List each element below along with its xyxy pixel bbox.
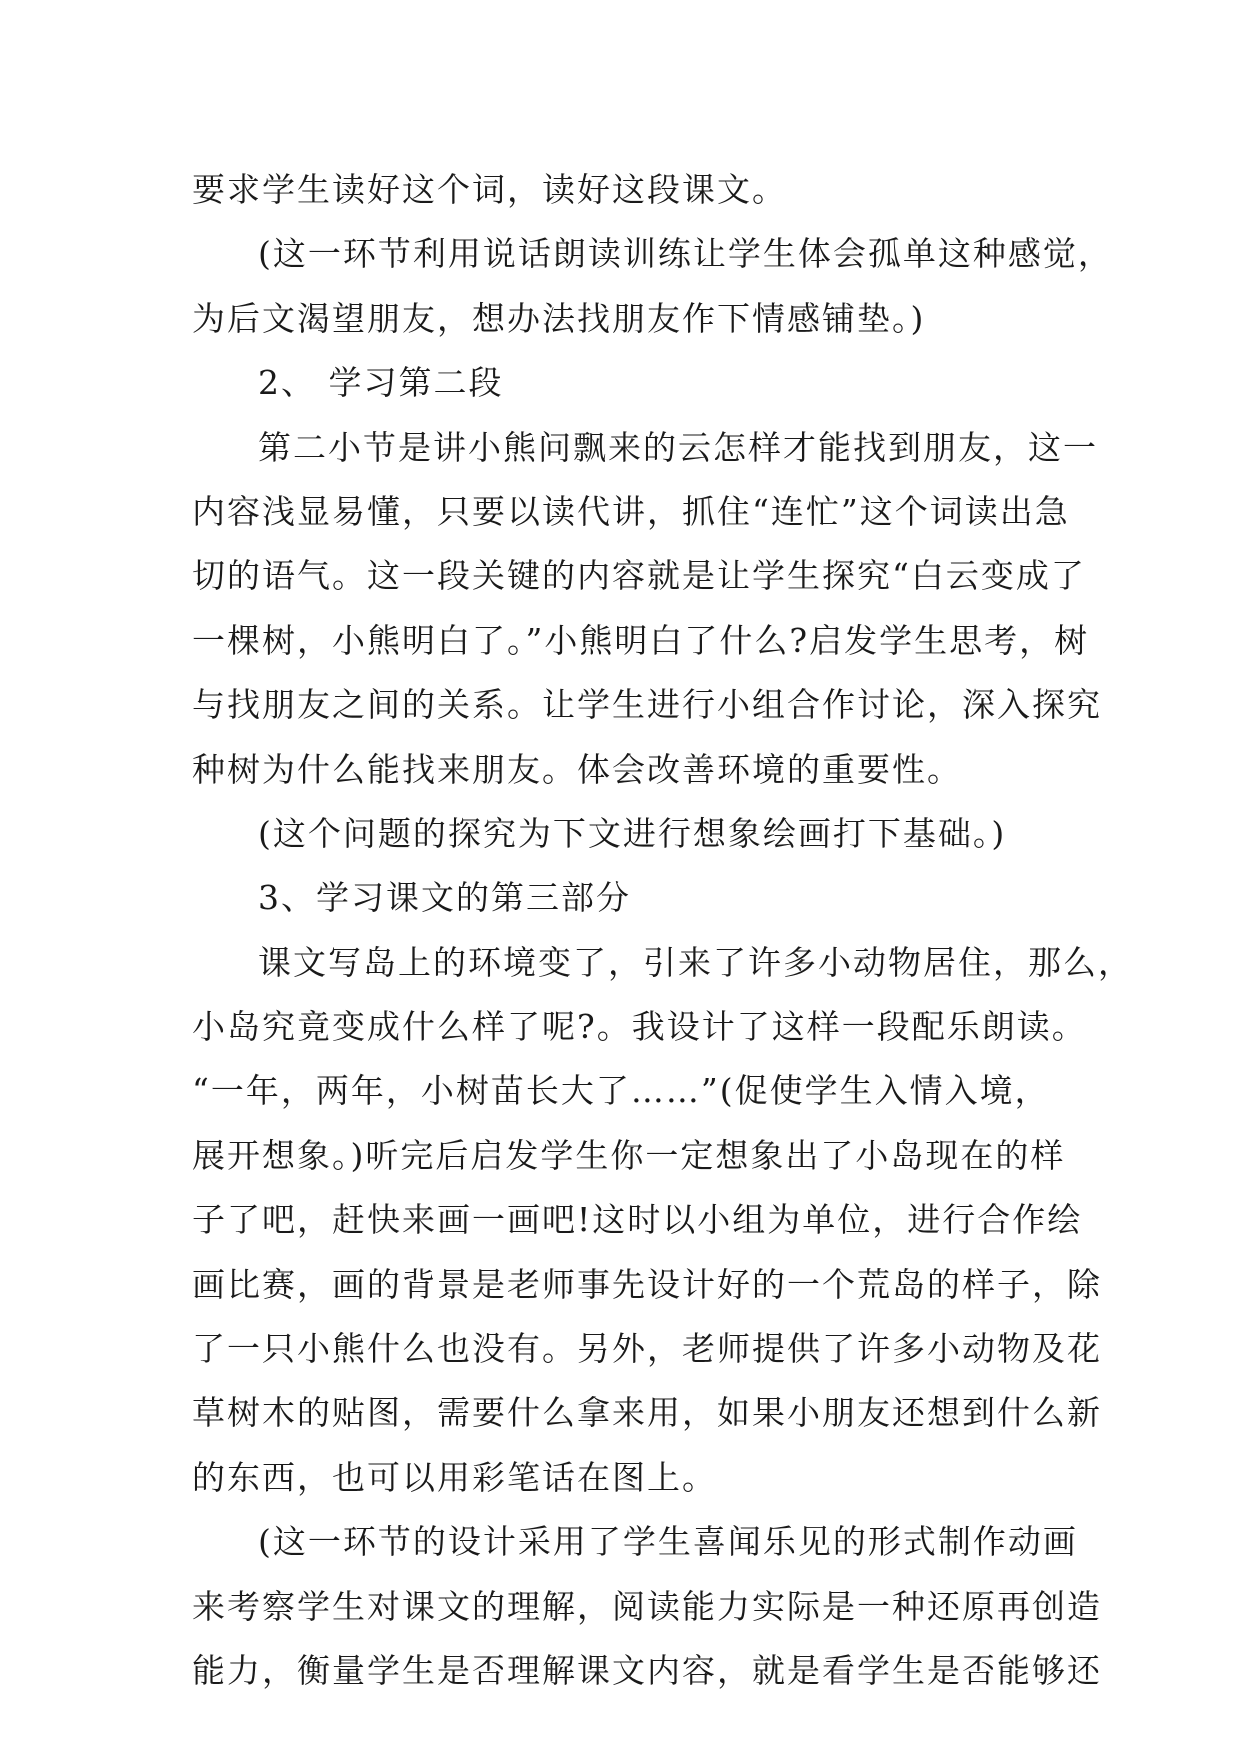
text-line: 第二小节是讲小熊问飘来的云怎样才能找到朋友，这一	[258, 427, 1098, 467]
document-body	[192, 158, 1133, 1703]
text-line: 为后文渴望朋友，想办法找朋友作下情感铺垫。)	[192, 298, 926, 338]
text-line: 展开想象。)听完后启发学生你一定想象出了小岛现在的样	[192, 1135, 1066, 1175]
text-line: 课文写岛上的环境变了，引来了许多小动物居住，那么，	[258, 942, 1133, 982]
text-line: “一年，两年，小树苗长大了……”(促使学生入情入境，	[192, 1071, 1050, 1111]
text-line: (这一环节的设计采用了学生喜闻乐见的形式制作动画	[258, 1522, 1078, 1562]
text-line: 一棵树，小熊明白了。”小熊明白了什么?启发学生思考，树	[192, 620, 1090, 660]
text-line: 草树木的贴图，需要什么拿来用，如果小朋友还想到什么新	[192, 1393, 1102, 1433]
text-line: 子了吧，赶快来画一画吧!这时以小组为单位，进行合作绘	[192, 1200, 1083, 1240]
text-line: 小岛究竟变成什么样了呢?。我设计了这样一段配乐朗读。	[192, 1007, 1087, 1047]
section-heading: 3、学习课文的第三部分	[258, 878, 631, 918]
text-line: 要求学生读好这个词，读好这段课文。	[192, 170, 787, 209]
text-line: (这一环节利用说话朗读训练让学生体会孤单这种感觉，	[258, 234, 1113, 274]
text-line: 能力，衡量学生是否理解课文内容，就是看学生是否能够还	[192, 1650, 1102, 1690]
text-line: 切的语气。这一段关键的内容就是让学生探究“白云变成了	[192, 556, 1086, 596]
text-line: 内容浅显易懂，只要以读代讲，抓住“连忙”这个词读出急	[192, 491, 1070, 531]
text-line: 与找朋友之间的关系。让学生进行小组合作讨论，深入探究	[192, 685, 1102, 725]
text-line: 来考察学生对课文的理解，阅读能力实际是一种还原再创造	[192, 1586, 1102, 1626]
text-line: 种树为什么能找来朋友。体会改善环境的重要性。	[192, 749, 962, 789]
text-line: 了一只小熊什么也没有。另外，老师提供了许多小动物及花	[192, 1329, 1102, 1369]
section-heading: 2、 学习第二段	[258, 363, 504, 403]
text-line: 的东西，也可以用彩笔话在图上。	[192, 1457, 717, 1497]
text-line: (这个问题的探究为下文进行想象绘画打下基础。)	[258, 813, 1007, 853]
text-line: 画比赛，画的背景是老师事先设计好的一个荒岛的样子，除	[192, 1264, 1102, 1304]
